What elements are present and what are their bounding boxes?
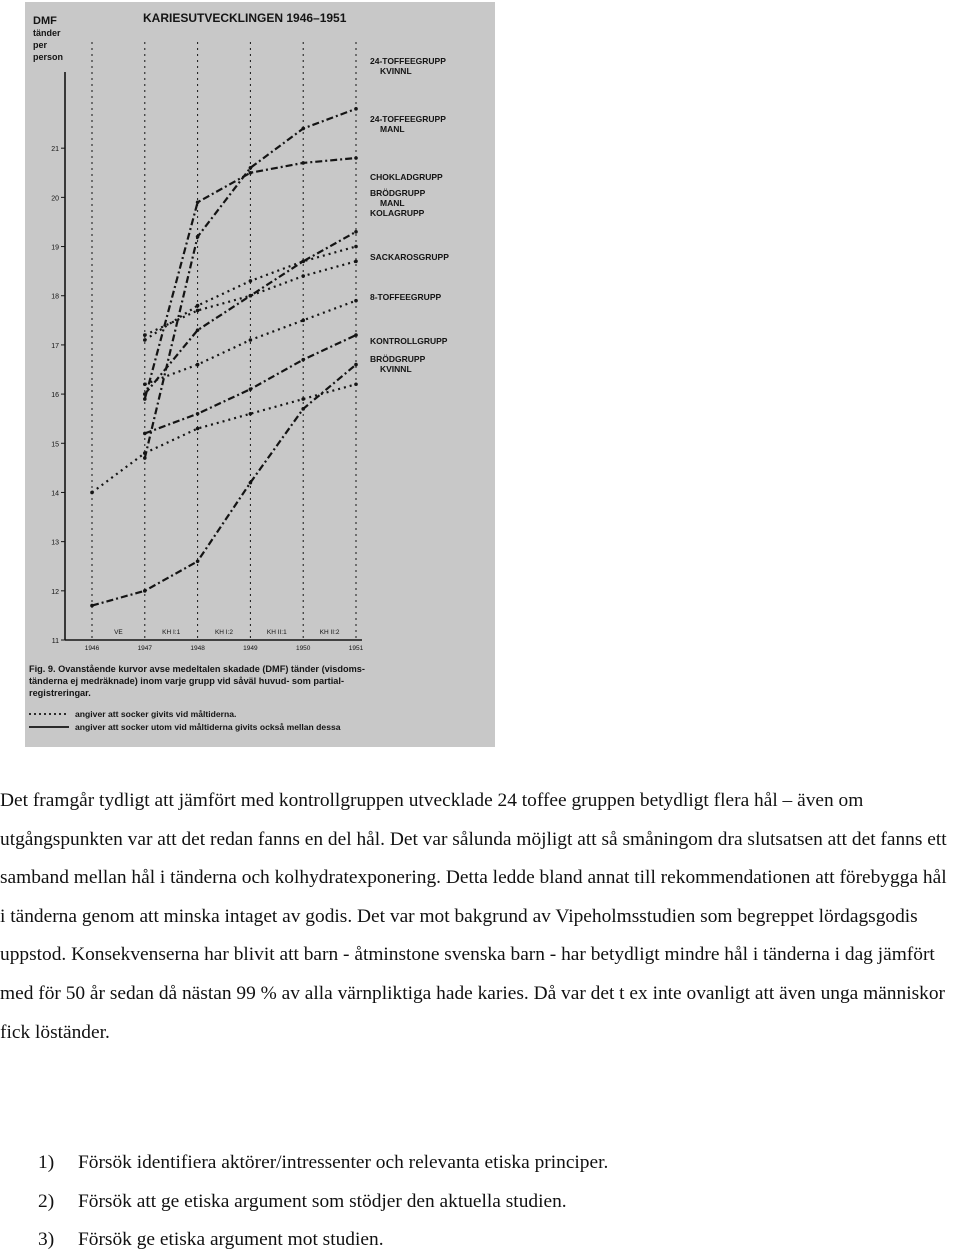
series-label: BRÖDGRUPP (370, 354, 426, 364)
y-tick-label: 16 (51, 392, 59, 400)
data-point (301, 127, 305, 131)
series-label: MANL (380, 198, 405, 208)
data-point (196, 309, 200, 313)
period-label: KH II:2 (319, 629, 340, 636)
data-point (354, 230, 358, 234)
data-point (143, 589, 147, 593)
question-text: Försök att ge etiska argument som stödjer den aktuella studien. (78, 1190, 567, 1212)
y-tick-label: 17 (51, 342, 59, 350)
data-point (143, 456, 147, 460)
data-point (249, 279, 253, 283)
data-point (354, 363, 358, 367)
series-label: CHOKLADGRUPP (370, 172, 443, 182)
y-axis-label: tänder (33, 28, 61, 38)
data-point (249, 387, 253, 391)
data-point (143, 451, 147, 455)
x-tick-label: 1947 (137, 645, 153, 652)
series-label: KOLAGRUPP (370, 208, 425, 218)
data-point (249, 294, 253, 298)
figure-caption: registreringar. (29, 688, 91, 698)
data-point (143, 397, 147, 401)
series-label: KVINNL (380, 364, 412, 374)
data-point (301, 319, 305, 323)
caries-chart (25, 2, 495, 747)
series-label: MANL (380, 124, 405, 134)
period-label: KH I:2 (214, 629, 234, 636)
y-tick-label: 12 (51, 588, 59, 596)
data-point (354, 333, 358, 337)
y-tick-label: 15 (51, 441, 59, 449)
x-tick-label: 1949 (243, 645, 258, 652)
figure-scan (25, 2, 495, 747)
question-list (0, 1144, 956, 1260)
data-point (196, 560, 200, 564)
legend-label: angiver att socker givits vid måltiderna. (75, 709, 237, 719)
y-tick-label: 18 (51, 293, 59, 301)
data-point (301, 358, 305, 362)
data-point (249, 481, 253, 485)
series-label: 24-TOFFEEGRUPP (370, 114, 446, 124)
y-tick-label: 13 (51, 539, 59, 547)
period-label: KH II:1 (266, 629, 287, 636)
data-point (354, 299, 358, 303)
data-point (249, 338, 253, 342)
y-tick-label: 20 (51, 195, 59, 203)
x-tick-label: 1948 (190, 645, 205, 652)
y-axis-label: DMF (33, 15, 57, 27)
data-point (354, 107, 358, 111)
data-point (301, 260, 305, 264)
series-line (145, 158, 356, 399)
series-label: SACKAROSGRUPP (370, 252, 449, 262)
data-point (249, 166, 253, 170)
data-point (143, 333, 147, 337)
series-label: KONTROLLGRUPP (370, 336, 448, 346)
data-point (196, 235, 200, 239)
series-label: 8-TOFFEEGRUPP (370, 292, 442, 302)
data-point (143, 382, 147, 386)
data-point (354, 156, 358, 160)
period-label: KH I:1 (162, 629, 181, 636)
data-point (90, 491, 94, 495)
y-axis-label: person (33, 52, 64, 62)
data-point (90, 604, 94, 608)
y-tick-label: 14 (51, 490, 59, 498)
data-point (196, 304, 200, 308)
question-text: Försök identifiera aktörer/intressenter och relevanta etiska principer. (78, 1152, 609, 1173)
x-tick-label: 1951 (348, 645, 364, 652)
period-label: VE (114, 629, 123, 636)
data-point (301, 274, 305, 278)
chart-title: KARIESUTVECKLINGEN 1946–1951 (143, 11, 347, 25)
figure-caption: Fig. 9. Ovanstående kurvor avse medeltalen skadade (DMF) tänder (visdoms- (29, 664, 365, 674)
data-point (196, 427, 200, 431)
data-point (301, 407, 305, 411)
data-point (354, 245, 358, 249)
body-paragraph: Det framgår tydligt att jämfört med kontrollgruppen utvecklade 24 toffee gruppen betydligt flera hål – även om utgångspunkten var att det redan fanns en del hål. Det var sålunda möjligt att så småningom dra slutsatsen att det fanns ett samband mellan hål i tänderna och kolhydratexponering. Detta ledde bland annat till rekommendationen att förebygga hål i tänderna genom att minska intaget av godis. Det var mot bakgrund av Vipeholmsstudien som begreppet lördagsgodis uppstod. Konsekvenserna har blivit att barn - åtminstone svenska barn - har betydligt mindre hål i tänderna i dag jämfört med för 50 år sedan då nästan 99 % av alla värnpliktiga hade karies. Då var det t ex inte ovanligt att även unga människor fick löständer. (0, 790, 947, 1043)
data-point (196, 328, 200, 332)
data-point (143, 392, 147, 396)
data-point (301, 397, 305, 401)
figure-caption: tänderna ej medräknade) inom varje grupp vid såväl huvud- som partial- (29, 676, 345, 686)
x-tick-label: 1946 (84, 645, 100, 652)
question-item (0, 1221, 956, 1260)
x-tick-label: 1950 (295, 645, 311, 652)
series-label: 24-TOFFEEGRUPP (370, 56, 446, 66)
data-point (301, 161, 305, 165)
data-point (249, 412, 253, 416)
data-point (196, 412, 200, 416)
series-label: BRÖDGRUPP (370, 188, 426, 198)
question-number: 2) (38, 1190, 55, 1212)
data-point (143, 432, 147, 436)
data-point (354, 260, 358, 264)
question-item (0, 1183, 956, 1222)
data-point (249, 171, 253, 175)
y-tick-label: 19 (51, 244, 59, 252)
y-tick-label: 11 (51, 638, 59, 645)
y-tick-label: 21 (51, 146, 59, 154)
question-number: 3) (38, 1229, 55, 1251)
series-label: KVINNL (380, 66, 412, 76)
y-axis-label: per (33, 40, 48, 50)
question-item (0, 1144, 956, 1183)
data-point (354, 382, 358, 386)
data-point (196, 363, 200, 367)
legend-label: angiver att socker utom vid måltiderna givits också mellan dessa (75, 722, 341, 732)
question-number: 1) (38, 1152, 55, 1173)
question-text: Försök ge etiska argument mot studien. (78, 1229, 384, 1251)
data-point (196, 200, 200, 204)
data-point (143, 338, 147, 342)
